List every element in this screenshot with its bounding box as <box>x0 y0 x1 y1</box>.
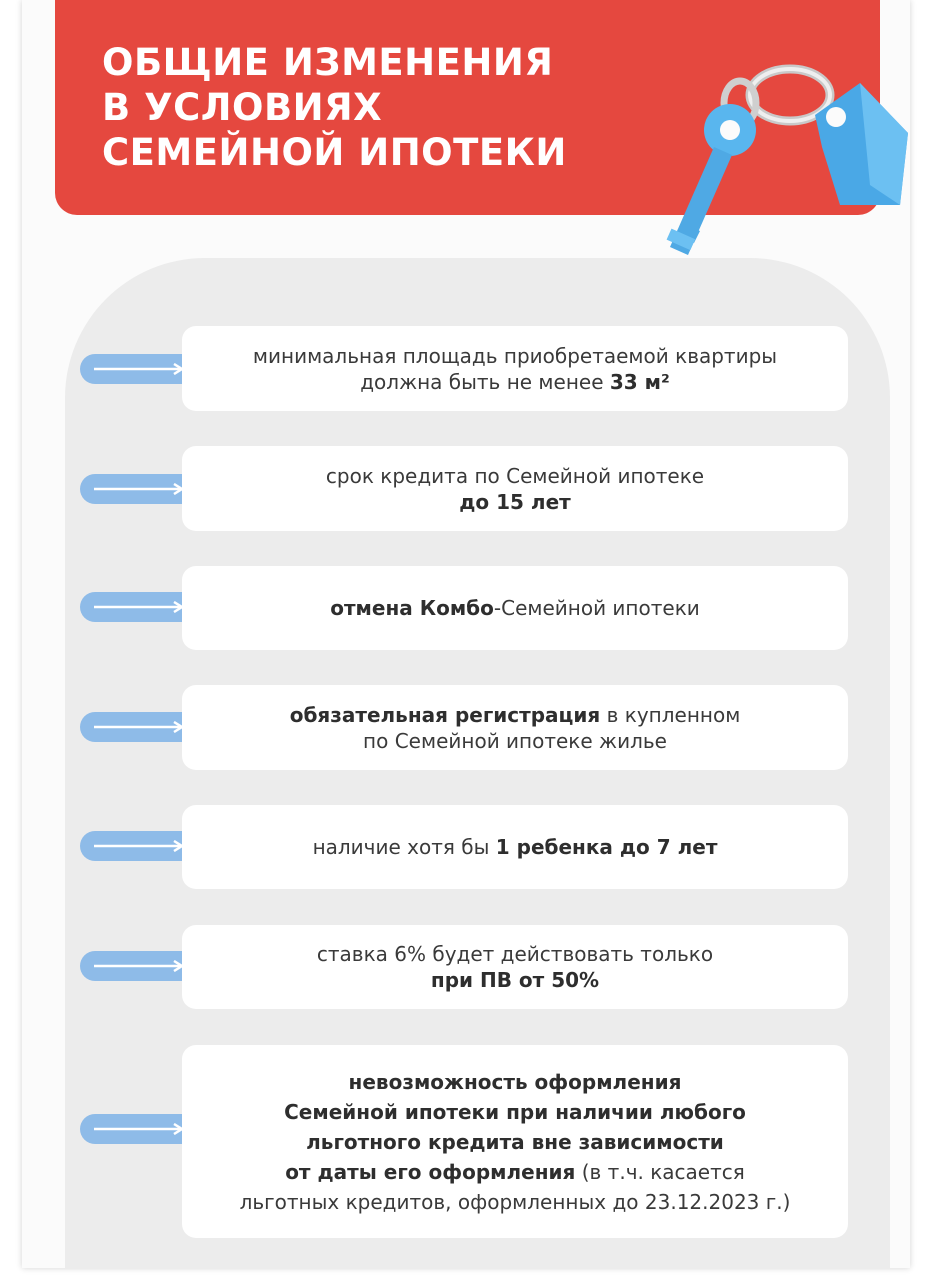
card-text: наличие хотя бы 1 ребенка до 7 лет <box>312 835 718 859</box>
info-card <box>182 925 848 1009</box>
card-text: льготных кредитов, оформленных до 23.12.2023 г.) <box>239 1189 791 1214</box>
card-text: от даты его оформления (в т.ч. касается <box>285 1159 745 1184</box>
card-text: минимальная площадь приобретаемой квартиры <box>252 343 778 368</box>
card-text: срок кредита по Семейной ипотеке <box>325 463 705 488</box>
card-text: отмена Комбо-Семейной ипотеки <box>330 596 700 620</box>
title-line-3: СЕМЕЙНОЙ ИПОТЕКИ <box>102 131 567 174</box>
card-text: ставка 6% будет действовать только <box>316 942 714 966</box>
info-card <box>182 566 848 650</box>
page-title <box>102 40 662 175</box>
info-card <box>182 805 848 889</box>
info-card <box>182 446 848 531</box>
info-card <box>182 685 848 770</box>
house-keys-icon <box>630 55 930 265</box>
card-text: при ПВ от 50% <box>430 968 600 992</box>
card-text: обязательная регистрация в купленном <box>289 702 741 727</box>
title-line-1: ОБЩИЕ ИЗМЕНЕНИЯ <box>102 41 554 84</box>
card-text: по Семейной ипотеке жилье <box>363 728 667 753</box>
card-text: должна быть не менее 33 м² <box>360 369 670 394</box>
card-text: до 15 лет <box>459 489 571 514</box>
info-card <box>182 1045 848 1238</box>
title-line-2: В УСЛОВИЯХ <box>102 86 383 129</box>
card-text: льготного кредита вне зависимости <box>306 1129 724 1154</box>
info-card <box>182 326 848 411</box>
card-text: Семейной ипотеки при наличии любого <box>284 1099 746 1124</box>
card-text: невозможность оформления <box>348 1069 682 1094</box>
